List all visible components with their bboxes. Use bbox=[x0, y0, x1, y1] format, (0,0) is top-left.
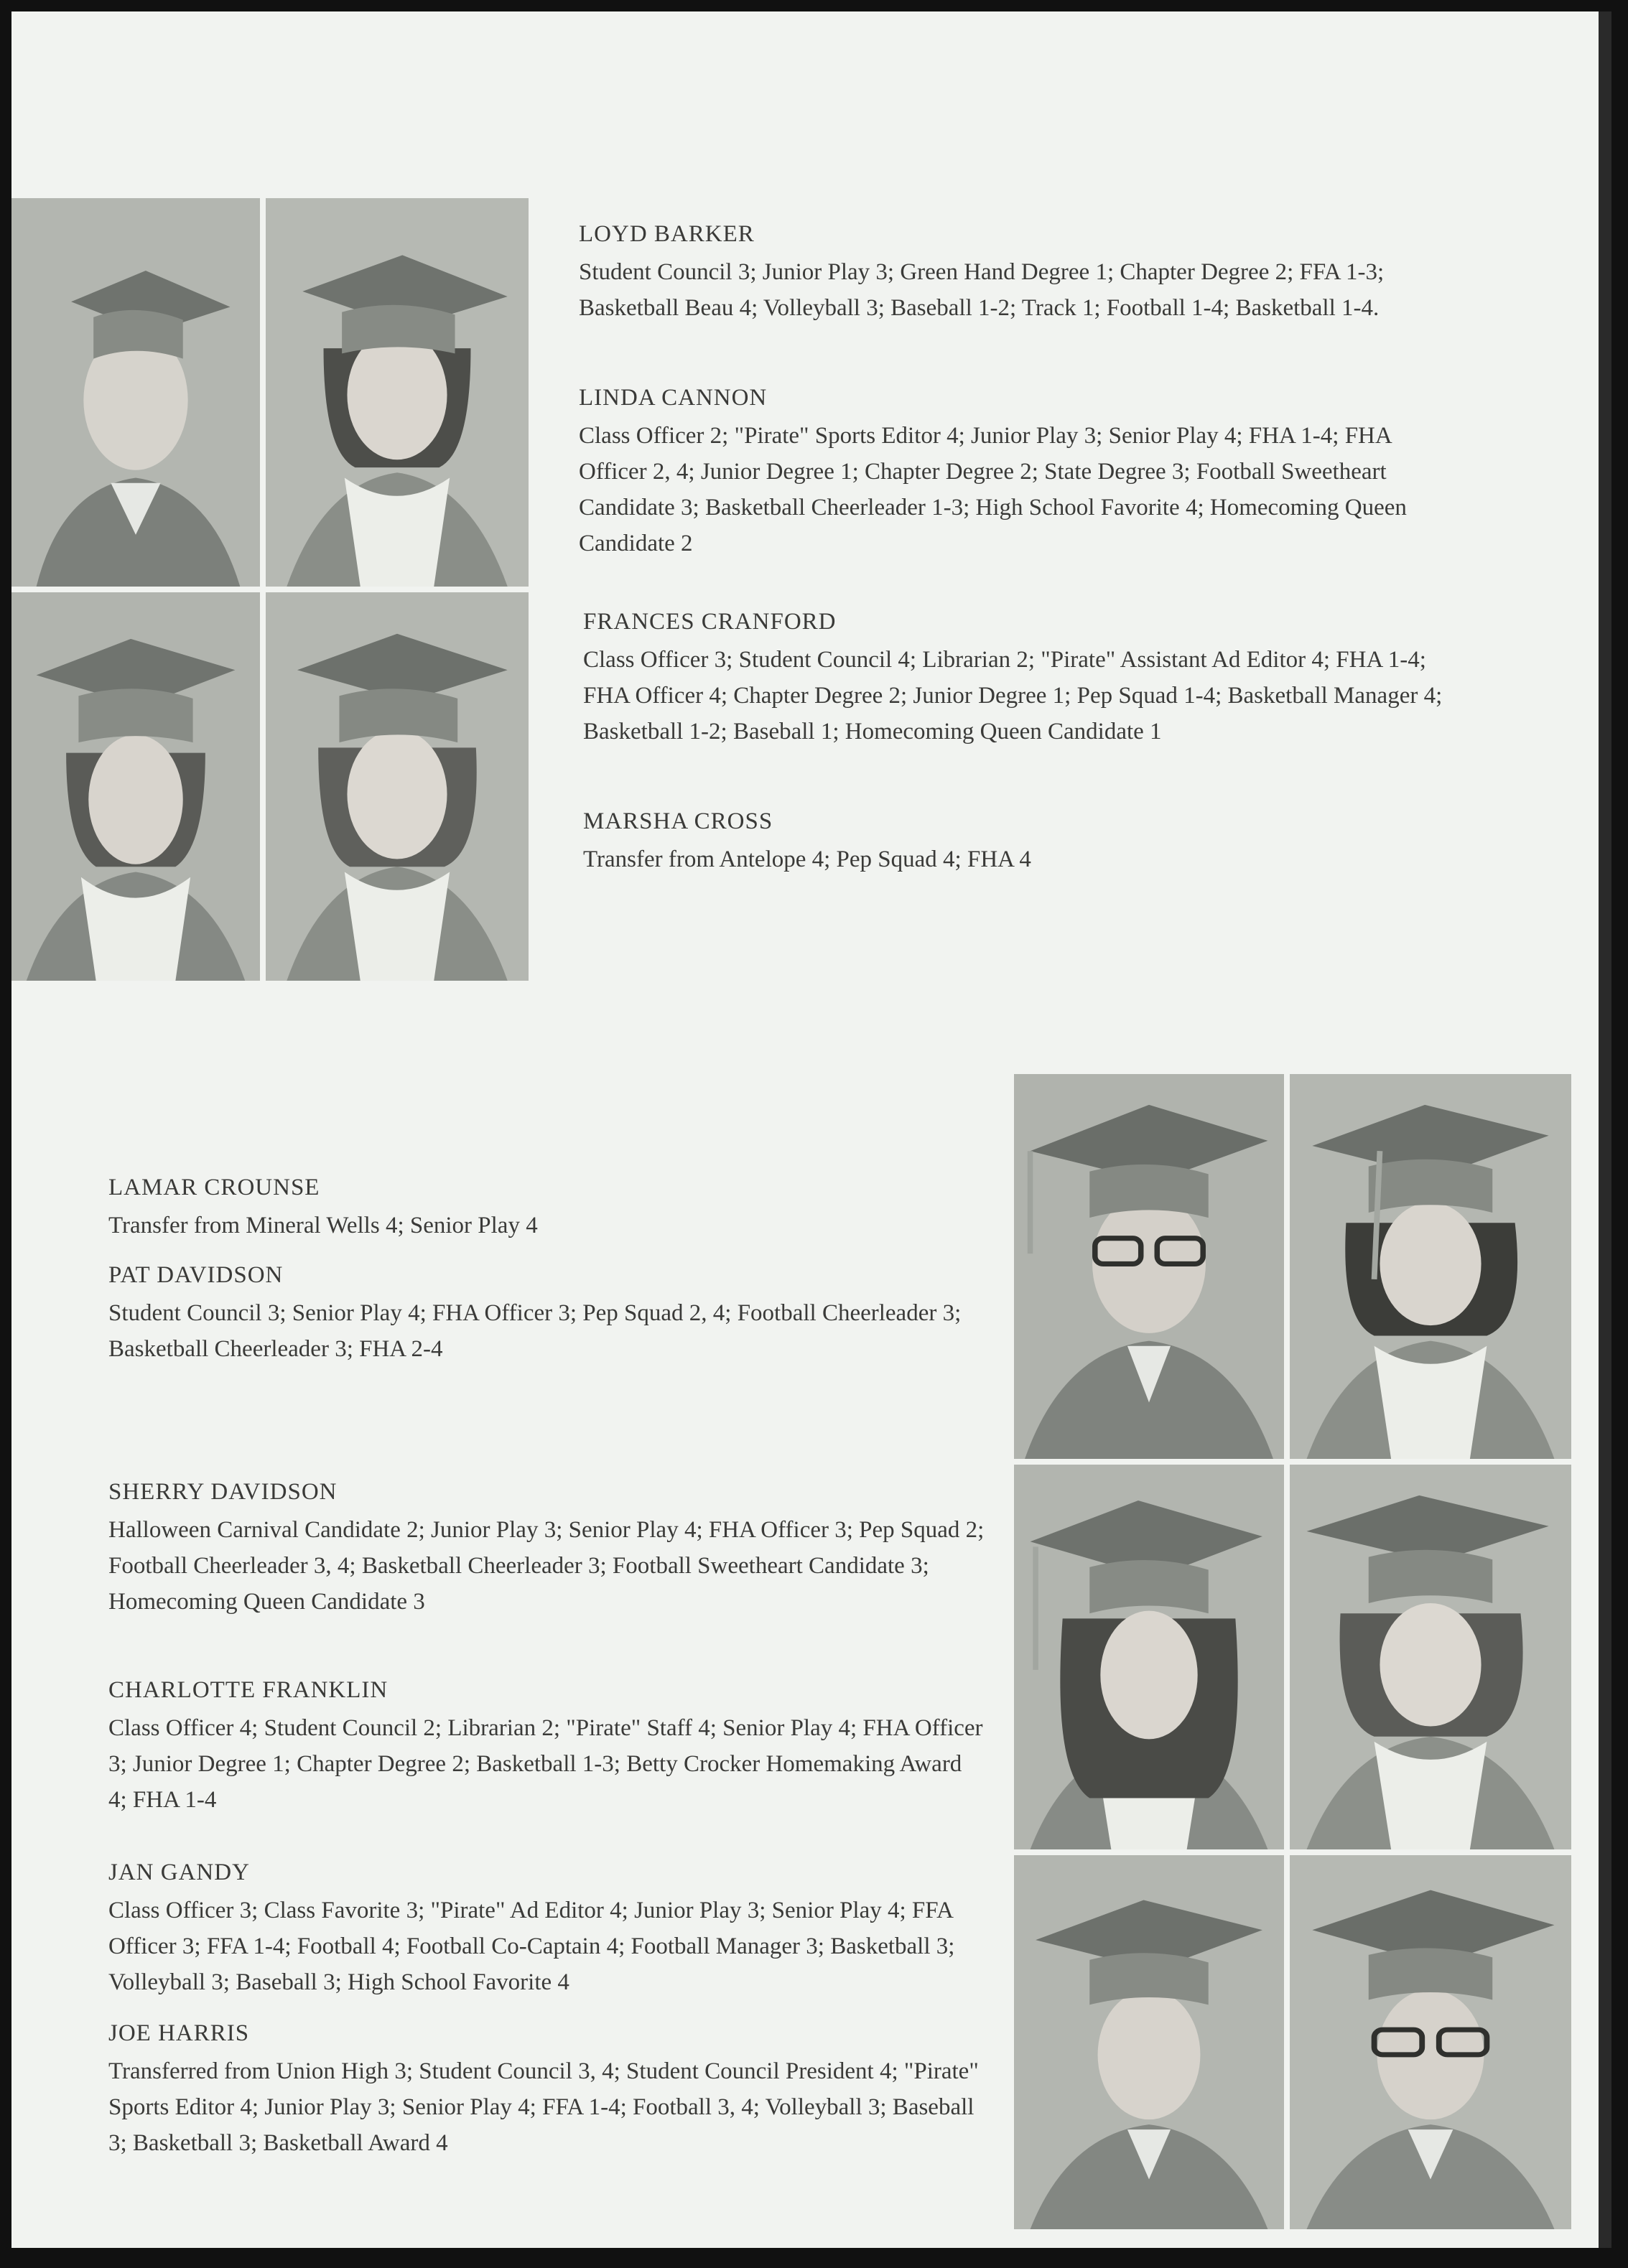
senior-name: LINDA CANNON bbox=[579, 385, 768, 411]
senior-entry bbox=[583, 607, 1459, 750]
senior-activities: Class Officer 2; "Pirate" Sports Editor 4; Junior Play 3; Senior Play 4; FHA 1-4; FHA Officer 2, 4; Junior Degree 1; Chapter Degree 2; State Degree 3; Football Sweetheart Candidate 3; Basketball Cheerleader 1-3; High School Favorite 4; Homecoming Queen Candidate 2 bbox=[579, 423, 1407, 556]
portrait-photo bbox=[1014, 1074, 1284, 1459]
portrait-photo bbox=[11, 592, 260, 981]
portrait-photo bbox=[266, 198, 529, 587]
senior-name: PAT DAVIDSON bbox=[108, 1262, 284, 1288]
senior-entry bbox=[108, 1478, 985, 1620]
portrait-photo bbox=[1290, 1855, 1571, 2229]
senior-activities: Student Council 3; Senior Play 4; FHA Officer 3; Pep Squad 2, 4; Football Cheerleader 3; Basketball Cheerleader 3; FHA 2-4 bbox=[108, 1300, 962, 1362]
portrait-photo bbox=[1290, 1465, 1571, 1849]
senior-name: LAMAR CROUNSE bbox=[108, 1175, 320, 1200]
portrait-photo bbox=[1014, 1465, 1284, 1849]
senior-name: JOE HARRIS bbox=[108, 2020, 250, 2046]
senior-entry bbox=[579, 220, 1455, 326]
senior-activities: Student Council 3; Junior Play 3; Green Hand Degree 1; Chapter Degree 2; FFA 1-3; Basketball Beau 4; Volleyball 3; Baseball 1-2; Track 1; Football 1-4; Basketball 1-4. bbox=[579, 259, 1385, 321]
senior-activities: Transferred from Union High 3; Student Council 3, 4; Student Council President 4; "Pirate" Sports Editor 4; Junior Play 3; Senior Play 4; FFA 1-4; Football 3, 4; Volleyball 3; Baseball 3; Basketball 3; Basketball Award 4 bbox=[108, 2058, 979, 2156]
senior-entry bbox=[108, 2019, 985, 2161]
senior-name: FRANCES CRANFORD bbox=[583, 609, 837, 635]
top-photo-grid bbox=[11, 198, 529, 981]
bottom-photo-grid bbox=[1014, 1074, 1571, 2229]
senior-name: LOYD BARKER bbox=[579, 221, 755, 247]
senior-entry bbox=[108, 1173, 985, 1243]
senior-activities: Class Officer 4; Student Council 2; Librarian 2; "Pirate" Staff 4; Senior Play 4; FHA Officer 3; Junior Degree 1; Chapter Degree 2; Basketball 1-3; Betty Crocker Homemaking Award 4; FHA 1-4 bbox=[108, 1715, 983, 1813]
portrait-photo bbox=[266, 592, 529, 981]
portrait-photo bbox=[1014, 1855, 1284, 2229]
senior-name: MARSHA CROSS bbox=[583, 808, 773, 834]
senior-activities: Transfer from Mineral Wells 4; Senior Play 4 bbox=[108, 1213, 538, 1238]
senior-entry bbox=[583, 807, 1459, 877]
portrait-photo bbox=[11, 198, 260, 587]
portrait-photo bbox=[1290, 1074, 1571, 1459]
senior-activities: Transfer from Antelope 4; Pep Squad 4; FHA 4 bbox=[583, 846, 1031, 872]
senior-activities: Class Officer 3; Class Favorite 3; "Pirate" Ad Editor 4; Junior Play 3; Senior Play 4; FFA Officer 3; FFA 1-4; Football 4; Football Co-Captain 4; Football Manager 3; Basketball 3; Volleyball 3; Baseball 3; High School Favorite 4 bbox=[108, 1898, 955, 1995]
senior-entry bbox=[108, 1676, 985, 1818]
senior-entry bbox=[108, 1261, 985, 1367]
senior-name: SHERRY DAVIDSON bbox=[108, 1479, 338, 1505]
senior-entry bbox=[108, 1858, 985, 2000]
senior-name: CHARLOTTE FRANKLIN bbox=[108, 1677, 389, 1703]
senior-activities: Halloween Carnival Candidate 2; Junior Play 3; Senior Play 4; FHA Officer 3; Pep Squad 2; Football Cheerleader 3, 4; Basketball Cheerleader 3; Football Sweetheart Candidate 3; Homecoming Queen Candidate 3 bbox=[108, 1517, 985, 1615]
yearbook-page bbox=[11, 11, 1611, 2248]
senior-name: JAN GANDY bbox=[108, 1859, 250, 1885]
senior-activities: Class Officer 3; Student Council 4; Librarian 2; "Pirate" Assistant Ad Editor 4; FHA 1-4; FHA Officer 4; Chapter Degree 2; Junior Degree 1; Pep Squad 1-4; Basketball Manager 4; Basketball 1-2; Baseball 1; Homecoming Queen Candidate 1 bbox=[583, 647, 1443, 745]
senior-entry bbox=[579, 383, 1455, 561]
